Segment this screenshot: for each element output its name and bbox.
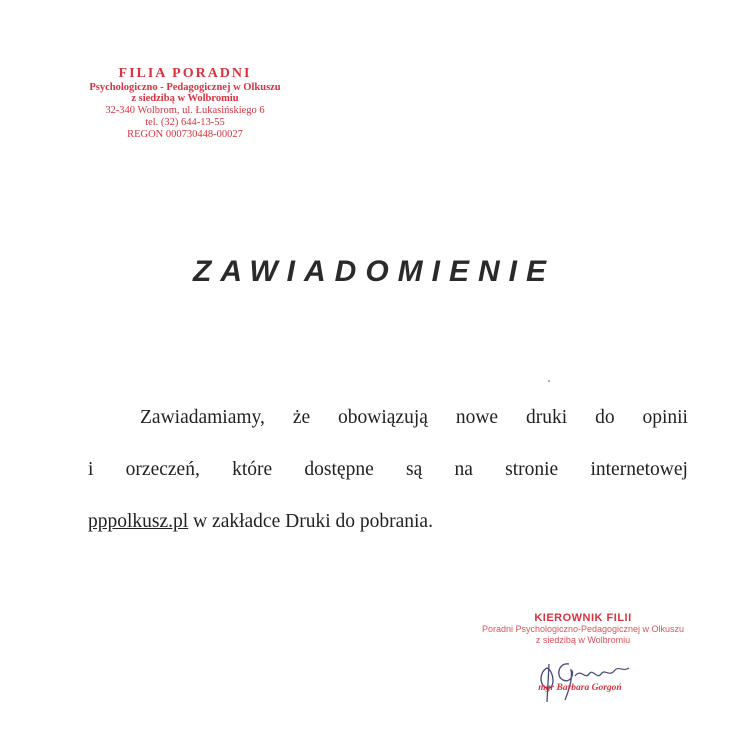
body-line-1	[140, 407, 688, 429]
stamp-title: FILIA PORADNI	[118, 66, 252, 81]
website-link[interactable]: pppolkusz.pl	[88, 511, 189, 532]
word: obowiązują	[338, 407, 428, 428]
word: Zawiadamiamy,	[140, 407, 265, 428]
stamp-line-phone: tel. (32) 644-13-55	[145, 116, 225, 128]
document-title: ZAWIADOMIENIE	[193, 255, 555, 288]
header-stamp	[40, 66, 330, 140]
body-line-3	[88, 511, 433, 533]
handwritten-signature	[525, 650, 645, 705]
word: nowe	[455, 407, 499, 428]
stamp-line-regon: REGON 000730448-00027	[127, 128, 243, 140]
signature-stamp-title: KIEROWNIK FILII	[534, 612, 632, 624]
word: dostępne	[304, 459, 374, 480]
stamp-line-seat: z siedzibą w Wolbromiu	[131, 93, 239, 105]
word: i	[88, 459, 94, 480]
word: że	[292, 407, 311, 428]
body-line-3-rest: w zakładce Druki do pobrania.	[188, 511, 433, 532]
scan-speck	[548, 380, 550, 382]
signature-stamp	[458, 612, 708, 646]
word: opinii	[642, 407, 688, 428]
word: są	[405, 459, 423, 480]
stamp-line-address: 32-340 Wolbrom, ul. Łukasińskiego 6	[105, 105, 265, 117]
signature-stamp-line-2: z siedzibą w Wolbromiu	[535, 634, 631, 645]
word: orzeczeń,	[125, 459, 200, 480]
word: internetowej	[590, 459, 688, 480]
word: na	[454, 459, 473, 480]
signature-stamp-line-1: Poradni Psychologiczno-Pedagogicznej w Olkuszu	[481, 624, 685, 634]
word: druki	[525, 407, 568, 428]
word: do	[595, 407, 615, 428]
body-line-2	[88, 459, 688, 481]
signature-name: mgr Barbara Gorgoń	[538, 683, 622, 693]
word: stronie	[505, 459, 559, 480]
stamp-line-institution: Psychologiczno - Pedagogicznej w Olkuszu	[89, 81, 281, 93]
word: które	[232, 459, 273, 480]
